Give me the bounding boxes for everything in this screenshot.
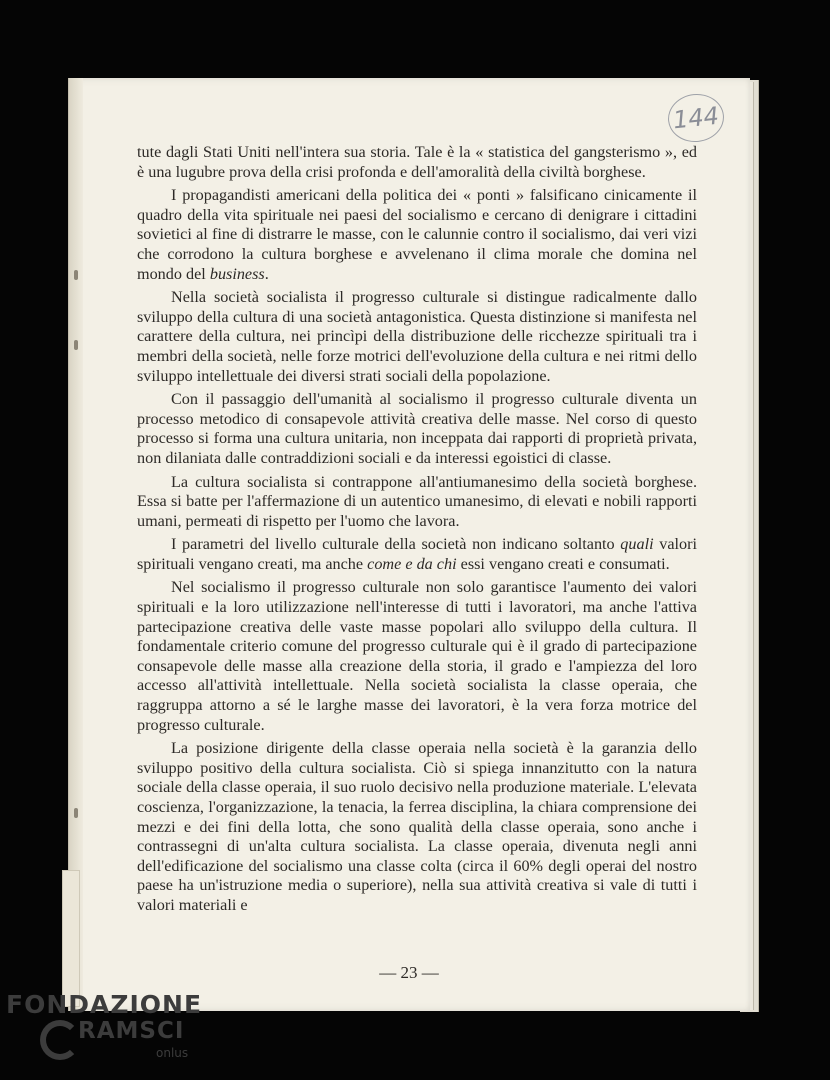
- paragraph-3: Nella società socialista il progresso culturale si distingue radicalmente dallo sviluppo della cultura di una società antagonistica. Questa distinzione si manifesta nel carattere della cultura, nei princìpi della distribuzione delle ricchezze spirituali tra i membri della società, nelle forze motrici dell'evoluzione della cultura e nei ritmi dello sviluppo intellettuale dei diversi strati sociali della popolazione.: [137, 288, 697, 385]
- watermark-line-3: onlus: [156, 1046, 189, 1060]
- page-number: — 23 —: [379, 963, 439, 982]
- staple-top: [74, 270, 78, 280]
- binding-tab: [62, 870, 80, 1007]
- paragraph-8: La posizione dirigente della classe operaia nella società è la garanzia dello sviluppo positivo della cultura socialista. Ciò si spiega innanzitutto con la natura sociale della classe operaia, il suo ruolo decisivo nella produzione materiale. L'elevata coscienza, l'organizzazione, la tenacia, la ferrea disciplina, la chiara comprensione dei mezzi e dei fini della lotta, che sono qualità della classe operaia, sono anche i contrassegni di un'alta cultura socialista. La classe operaia, divenuta negli anni dell'edificazione del socialismo una classe colta (circa il 60% degli operai del nostro paese ha un'istruzione media o superiore), nella sua attività creativa si vale di tutti i valori materiali e: [137, 739, 697, 914]
- paragraph-2-end: .: [264, 264, 269, 283]
- paragraph-7: Nel socialismo il progresso culturale non solo garantisce l'aumento dei valori spirituali e la loro utilizzazione nell'interesse di tutti i lavoratori, ma anche l'attiva partecipazione creativa delle vaste masse popolari allo sviluppo della cultura. Il fondamentale criterio comune del progresso culturale qui è il grado di partecipazione consapevole delle masse alla creazione della storia, il grado e l'ampiezza del loro accesso all'attività intellettuale. Nella società socialista la classe operaia, che raggruppa attorno a sé le larghe masse dei lavoratori, è la vera forza motrice del progresso culturale.: [137, 578, 697, 734]
- paragraph-6-italic-2: come e da chi: [367, 554, 457, 573]
- paragraph-6: [137, 535, 697, 574]
- paragraph-4: Con il passaggio dell'umanità al socialismo il progresso culturale diventa un processo metodico di consapevole attività creativa delle masse. Nel corso di questo processo si forma una cultura unitaria, non inceppata dai rapporti di proprietà privata, non dilaniata dalle contraddizioni sociali e da interessi egoistici di classe.: [137, 390, 697, 467]
- staple-low: [74, 808, 78, 818]
- body-text: [137, 143, 697, 916]
- paragraph-2-text: I propagandisti americani della politica dei « ponti » falsificano cinicamente il quadro della vita spirituale nei paesi del socialismo e cercano di denigrare i cittadini sovietici al fine di distrarre le masse, con le calunnie contro il socialismo, dai veri vizi che corrodono la cultura borghese e avvelenano il clima morale che domina nel mondo del: [137, 186, 697, 283]
- watermark-line-2: RAMSCI: [78, 1018, 185, 1044]
- paragraph-2-italic: business: [209, 264, 265, 283]
- paragraph-1: tute dagli Stati Uniti nell'intera sua storia. Tale è la « statistica del gangsterismo », ed è una lugubre prova della crisi profonda e dell'amoralità della civiltà borghese.: [137, 143, 697, 181]
- staple-mid: [74, 340, 78, 350]
- paragraph-6-end: essi vengano creati e consumati.: [456, 554, 670, 573]
- archive-number-stamp: 144: [666, 91, 727, 145]
- paragraph-6-mid: valori spirituali vengano creati, ma anche: [137, 535, 697, 573]
- paragraph-6-italic-1: quali: [620, 535, 654, 554]
- paragraph-5: La cultura socialista si contrappone all'antiumanesimo della società borghese. Essa si batte per l'affermazione di un autentico umanesimo, di elevati e nobili rapporti umani, permeati di rispetto per l'uomo che lavora.: [137, 472, 697, 530]
- paragraph-6-text: I parametri del livello culturale della società non indicano soltanto: [171, 535, 621, 554]
- paragraph-2: [137, 186, 697, 284]
- watermark-g-logo-icon: [40, 1020, 80, 1060]
- watermark-line-1: FONDAZIONE: [6, 990, 203, 1019]
